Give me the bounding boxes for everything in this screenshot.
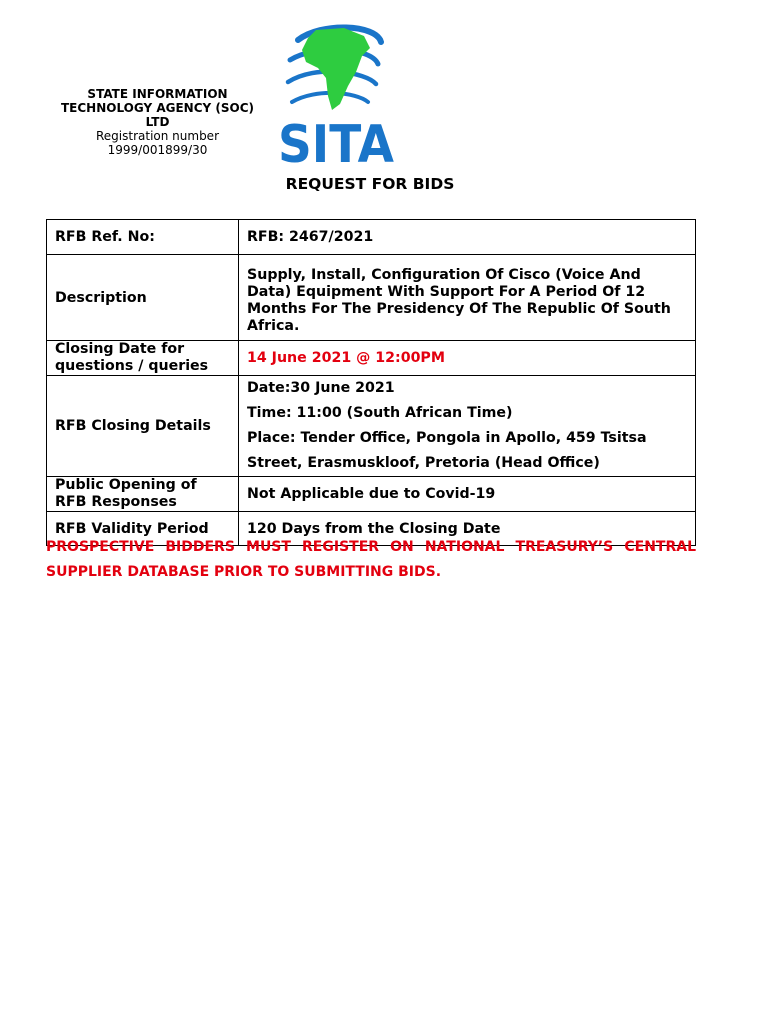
org-name-line-3: LTD	[145, 115, 170, 129]
registration-number: 1999/001899/30	[107, 143, 208, 157]
table-row	[47, 220, 696, 255]
africa-globe-logo-icon	[276, 22, 396, 167]
table-row	[47, 376, 696, 477]
closing-time: Time: 11:00 (South African Time)	[247, 405, 513, 421]
registration-label: Registration number	[95, 129, 219, 143]
table-row	[47, 477, 696, 512]
table-row	[47, 341, 696, 376]
org-name-line-1: STATE INFORMATION	[87, 87, 228, 101]
organisation-block	[40, 87, 275, 157]
org-name-line-2: TECHNOLOGY AGENCY (SOC)	[60, 101, 255, 115]
closing-place: Place: Tender Office, Pongola in Apollo, 459 Tsitsa Street, Erasmuskloof, Pretoria (Head Office)	[247, 430, 647, 471]
description-label: Description	[47, 255, 239, 341]
ref-value: RFB: 2467/2021	[239, 220, 696, 255]
ref-label: RFB Ref. No:	[47, 220, 239, 255]
description-value: Supply, Install, Configuration Of Cisco (Voice And Data) Equipment With Support For A Period Of 12 Months For The Presidency Of The Republic Of South Africa.	[239, 255, 696, 341]
registration-notice: PROSPECTIVE BIDDERS MUST REGISTER ON NATIONAL TREASURY’S CENTRAL SUPPLIER DATABASE PRIOR TO SUBMITTING BIDS.	[46, 539, 696, 580]
validity-label: RFB Validity Period	[47, 512, 239, 546]
queries-label: Closing Date for questions / queries	[47, 341, 239, 376]
opening-label: Public Opening of RFB Responses	[47, 477, 239, 512]
closing-details	[239, 376, 696, 477]
opening-value: Not Applicable due to Covid-19	[239, 477, 696, 512]
sita-logo	[276, 22, 396, 167]
logo-wordmark: SITA	[278, 115, 394, 167]
document-title: REQUEST FOR BIDS	[285, 175, 455, 193]
closing-date: Date:30 June 2021	[247, 380, 395, 396]
closing-label: RFB Closing Details	[47, 376, 239, 477]
queries-value: 14 June 2021 @ 12:00PM	[239, 341, 696, 376]
table-row	[47, 255, 696, 341]
validity-value: 120 Days from the Closing Date	[239, 512, 696, 546]
rfb-details-table	[46, 219, 696, 546]
